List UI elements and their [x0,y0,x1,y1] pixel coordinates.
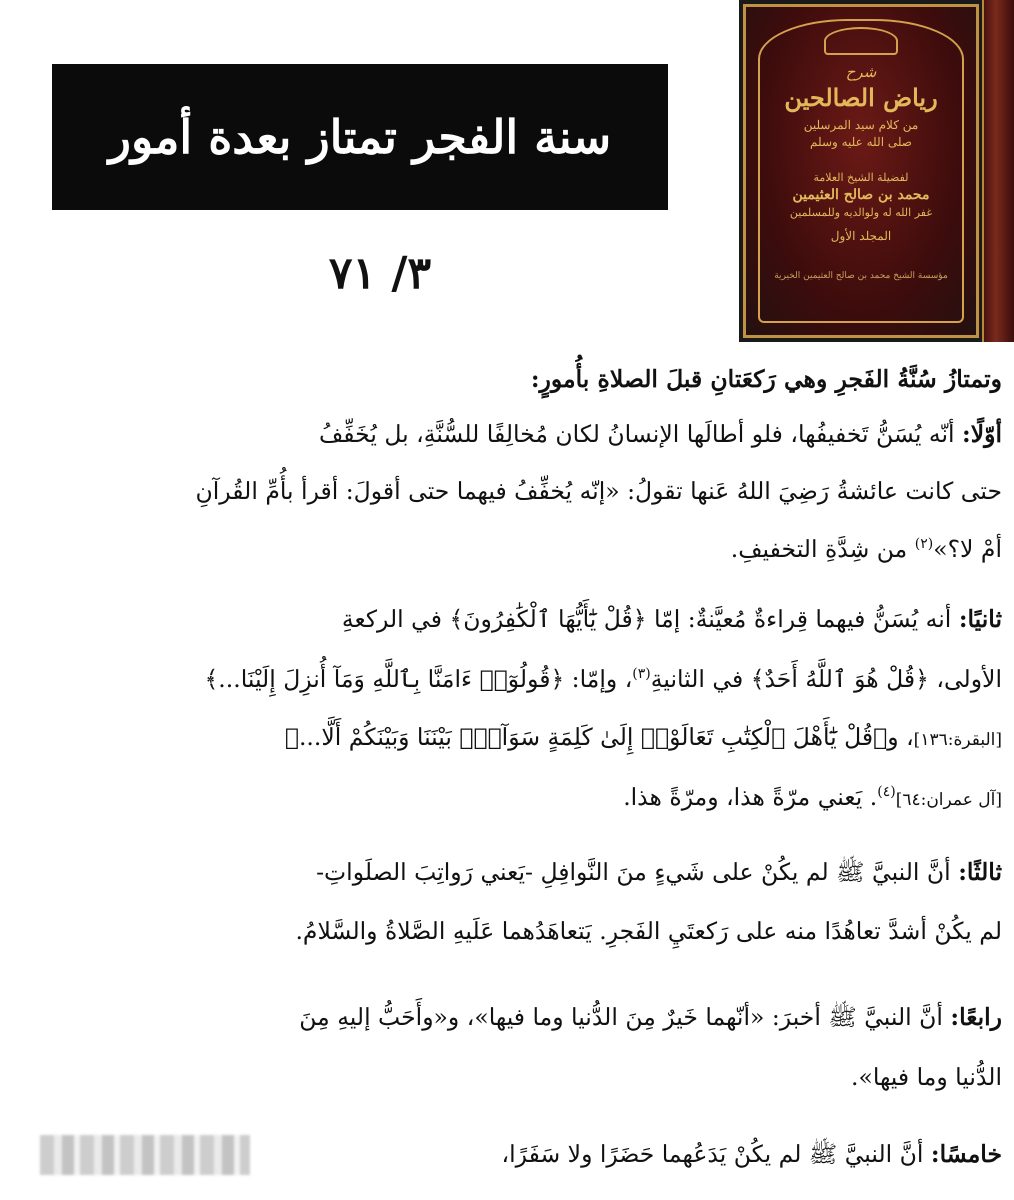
para1-text2: حتى كانت عائشةُ رَضِيَ اللهُ عَنها تقولُ: «إنّه يُخفِّفُ فيهما حتى أقولَ: أقرأ بأُمِّ القُرآنِ [195,477,1002,505]
para1-text1: أنّه يُسَنُّ تَخفيفُها، فلو أطالَها الإنسانُ لكان مُخالِفًا للسُّنَّةِ، بل يُخَفِّفُ [318,420,955,448]
para1-text3a: أمْ لا؟» [933,535,1002,563]
para3-line1 [40,858,1002,892]
book-line-9: مؤسسة الشيخ محمد بن صالح العثيمين الخيرية [774,271,948,281]
para4-line2 [40,1063,1002,1091]
book-line-3: من كلام سيد المرسلين [803,118,919,132]
para4-text2: الدُّنيا وما فيها». [850,1063,1002,1091]
quran-ref-imran: [آل عمران:٦٤] [895,790,1002,810]
title-banner [52,64,668,210]
para5-text1: أنَّ النبيَّ ﷺ لم يكُنْ يَدَعُهما حَضَرًا ولا سَفَرًا، [501,1140,924,1168]
para2-text1: أنه يُسَنُّ فيهما قِراءةٌ مُعيَّنةٌ: إمّا ﴿قُلْ يَٰٓأَيُّهَا ٱلْكَٰفِرُونَ﴾ في الركعةِ [341,605,952,633]
book-cover-image [739,0,1014,342]
book-front [743,4,979,338]
para4-lead: رابعًا: [950,1003,1002,1031]
book-line-8: المجلد الأول [830,229,892,243]
quran-ref-baqara: [البقرة:١٣٦] [913,730,1002,750]
para2-text3: ، و﴿قُلْ يَٰٓأَهْلَ ٱلْكِتَٰبِ تَعَالَوْا۟ إِلَىٰ كَلِمَةٍ سَوَآءٍۭ بَيْنَنَا وَبَيْنَكُمْ أَلَّا...﴾ [284,723,914,751]
book-line-2: رياض الصالحين [784,83,938,112]
para2-line4 [40,783,1002,811]
book-line-5: لفضيلة الشيخ العلامة [813,171,909,184]
intro-line [40,365,1002,393]
para2-text2a: الأولى، ﴿قُلْ هُوَ ٱللَّهُ أَحَدٌ﴾ في الثانيةِ [650,665,1002,693]
para3-text1: أنَّ النبيَّ ﷺ لم يكُنْ على شَيءٍ منَ النَّوافِلِ -يَعني رَواتِبَ الصلَواتِ- [316,858,951,886]
para2-text2b: ، وإمّا: ﴿قُولُوٓا۟ ءَامَنَّا بِٱللَّهِ وَمَآ أُنزِلَ إِلَيْنَا...﴾ [204,665,633,693]
para2-line3 [40,723,1002,751]
book-cover-text [766,63,956,281]
para2-line1 [40,605,1002,633]
book-line-4: صلى الله عليه وسلم [810,135,912,149]
page-title: سنة الفجر تمتاز بعدة أمور [108,110,612,164]
para1-text3b: من شِدَّةِ التخفيفِ. [730,535,915,563]
footnote-4: (٤) [877,784,896,801]
para4-text1: أنَّ النبيَّ ﷺ أخبرَ: «أنّهما خَيرٌ مِنَ الدُّنيا وما فيها»، و«وأَحَبُّ إليهِ مِنَ [299,1003,943,1031]
book-arch-ornament [824,27,898,55]
book-line-1: شرح [845,63,877,81]
para2-line2 [40,665,1002,693]
para5-lead: خامسًا: [930,1140,1002,1168]
footnote-2: (٢) [914,536,934,553]
para2-text4: . يَعني مرّةً هذا، ومرّةً هذا. [623,783,878,811]
para3-text2: لم يكُنْ أشدَّ تعاهُدًا منه على رَكعتَيِ الفَجرِ. يَتعاهَدُهما عَلَيهِ الصَّلاةُ والسَّلامُ. [295,917,1002,945]
blurred-watermark [40,1135,250,1175]
para3-line2 [40,917,1002,945]
para1-lead: أوّلًا: [962,420,1002,448]
book-spine [982,0,1014,342]
para1-line2 [40,477,1002,505]
para2-lead: ثانيًا: [958,605,1002,633]
para1-line3 [40,535,1002,563]
para3-lead: ثالثًا: [958,858,1002,886]
intro-text: وتمتازُ سُنَّةُ الفَجرِ وهي رَكعَتانِ قبلَ الصلاةِ بأُمورٍ: [530,365,1002,393]
book-line-6: محمد بن صالح العثيمين [792,187,930,203]
book-line-7: غفر الله له ولوالديه وللمسلمين [789,206,933,219]
para4-line1 [40,1003,1002,1037]
footnote-3: (٣) [632,666,651,683]
para1-line1 [40,420,1002,448]
page-reference: ٣/ ٧١ [328,248,432,299]
